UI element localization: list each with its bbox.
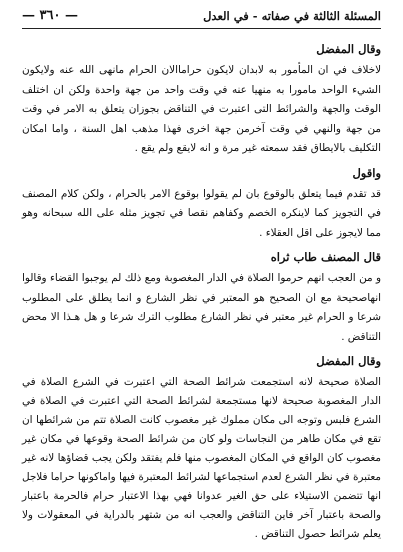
section-text: الصلاة صحيحة لانه استجمعت شرائط الصحة التي اعتبرت في الشرع الصلاة في الدار المغصوبة صحيحة لانها مستجمعة لشرائط الصحة التي اعتبرت في الصلاة في الشرع فلبس وتوجه الى مكان مملوك غير مغصوب كانت الصلاة تتم من شرائطها ان تقع في مكان طاهر من النجاسات ولو كان من شرائط الصحة وقوعها في مكان غير مغصوب كان الواقع في المكان المغصوب منها فلم يفتقد ولكن يجب قضاؤها لانه غير معتبرة في نظر الشرع لعدم استجماعها لشرائط المعتبرة فيها واماكونها حراما فلاجل انها تتضمن الاستيلاء على حق الغير عدوانا فهي بهذا الاعتبار حرام فالحرمة باعتبار والصحة باعتبار آخر فاين التناقض والعجب انه من شتهر بالدراية في المعقولات ولا يعلم شرائط حصول التناقض . <box>22 376 381 540</box>
section-heading: وقال المفضل <box>316 42 381 56</box>
page-number: — ٣٦٠ — <box>22 8 79 23</box>
section-text: لاخلاف في ان المأمور به لابدان لايكون حراماالان الحرام مانهى الله عنه ولايكون الشيء الواحد مامورا به منهيا عنه في وقت واحد من جهة واحدة ولكن ان اختلف الوقت والجهة والشرائط التى اعتبرت في التناقض بجوزان يتعلق به الامر في وقت من جهة والنهي في وقت آخرمن جهة اخرى فهذا مذهب اهل السنة ، واما امكان التكليف بالايطاق فقد سمعته غير مرة و انه لايقع ولم يقع . <box>22 64 381 154</box>
section-heading: قال المصنف طاب ثراه <box>270 250 381 264</box>
page-header <box>22 6 381 29</box>
section-heading: واقول <box>352 165 381 180</box>
section-2 <box>22 165 381 244</box>
section-heading: وقال المفضل <box>316 354 381 368</box>
running-title: المسئلة الثالثة في صفاته - في العدل <box>203 9 381 23</box>
section-4 <box>22 353 381 544</box>
section-text: و من العجب انهم حرموا الصلاة في الدار المغصوبة ومع ذلك لم يوجبوا القضاء وقالوا انهاصحيحة مع ان الصحيح هو المعتبر في نظر الشارع و انما يطلق على المطلوب شرعا و الحرام غير معتبر في نظر الشارع مطلوب الترك شرعا و هل هـذا الا محض التناقض . <box>22 272 381 343</box>
section-3 <box>22 249 381 347</box>
section-1 <box>22 41 381 159</box>
section-text: قد تقدم فيما يتعلق بالوقوع بان لم يقولوا بوقوع الامر بالحرام ، ولكن كلام المصنف في التجويز كما لاينكره الخصم وكفاهم نقصا في تجويز مثله على الله سبحانه وهو مما لايجوز على اقل العقلاء . <box>22 187 381 239</box>
